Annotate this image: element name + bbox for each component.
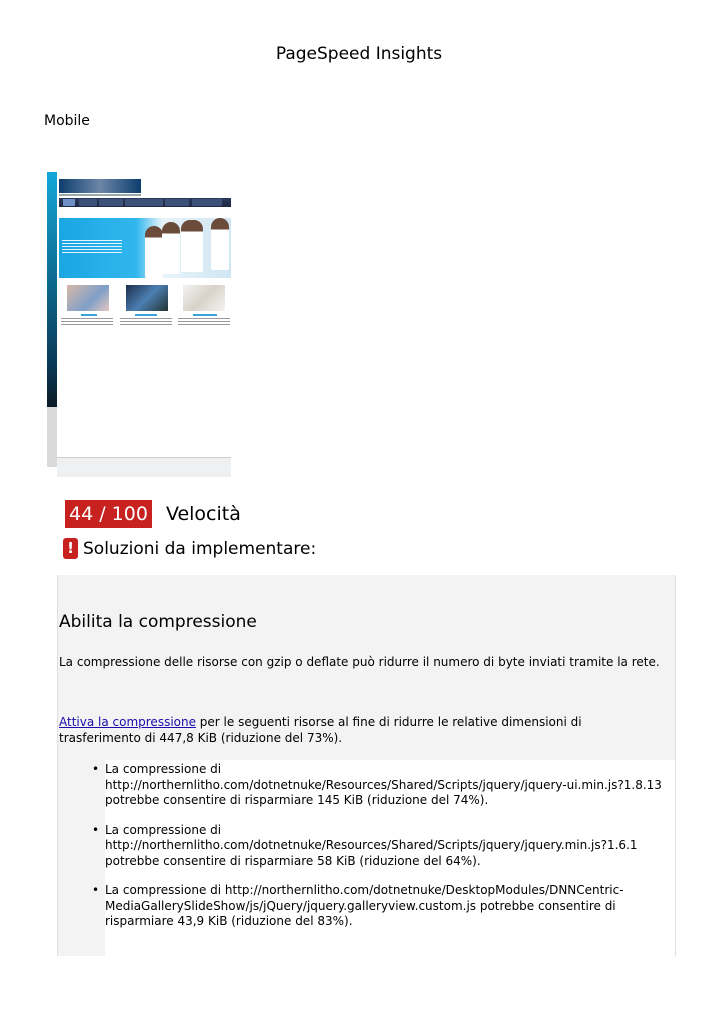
site-logo-image: [59, 179, 141, 193]
rule-panel: [57, 575, 676, 956]
hero-image: [59, 218, 231, 278]
alert-icon: !: [63, 538, 78, 559]
enable-compression-link[interactable]: Attiva la compressione: [59, 715, 196, 729]
fixes-heading-text: Soluzioni da implementare:: [83, 538, 317, 559]
list-item: • La compressione di http://northernlitho.com/dotnetnuke/Resources/Shared/Scripts/jquery/jquery-ui.min.js?1.8.13 potrebbe consentire di risparmiare 145 KiB (riduzione del 74%).: [92, 762, 662, 807]
rule-summary-text: per le seguenti risorse al fine di ridurre le relative dimensioni di trasferimento di 447,8 KiB (riduzione del 73%).: [59, 715, 582, 745]
rule-title: Abilita la compressione: [59, 612, 257, 632]
mobile-screenshot: [47, 172, 231, 477]
score-label: Velocità: [165, 503, 241, 525]
score-section: [65, 500, 241, 528]
resource-list: [92, 760, 675, 944]
rule-description: La compressione delle risorse con gzip o deflate può ridurre il numero di byte inviati tramite la rete.: [59, 655, 660, 669]
score-badge: 44 / 100: [65, 500, 152, 528]
page-title: PageSpeed Insights: [275, 44, 443, 64]
strategy-label: Mobile: [44, 113, 90, 129]
rule-summary: [59, 714, 639, 746]
site-nav-image: [59, 198, 231, 207]
list-item: • La compressione di http://northernlitho.com/dotnetnuke/DesktopModules/DNNCentric-MediaGallerySlideShow/js/jQuery/jquery.galleryview.custom.js potrebbe consentire di risparmiare 43,9 KiB (riduzione del 83%).: [92, 883, 624, 928]
list-item: • La compressione di http://northernlitho.com/dotnetnuke/Resources/Shared/Scripts/jquery/jquery.min.js?1.6.1 potrebbe consentire di risparmiare 58 KiB (riduzione del 64%).: [92, 822, 638, 868]
fixes-heading: [63, 538, 316, 559]
